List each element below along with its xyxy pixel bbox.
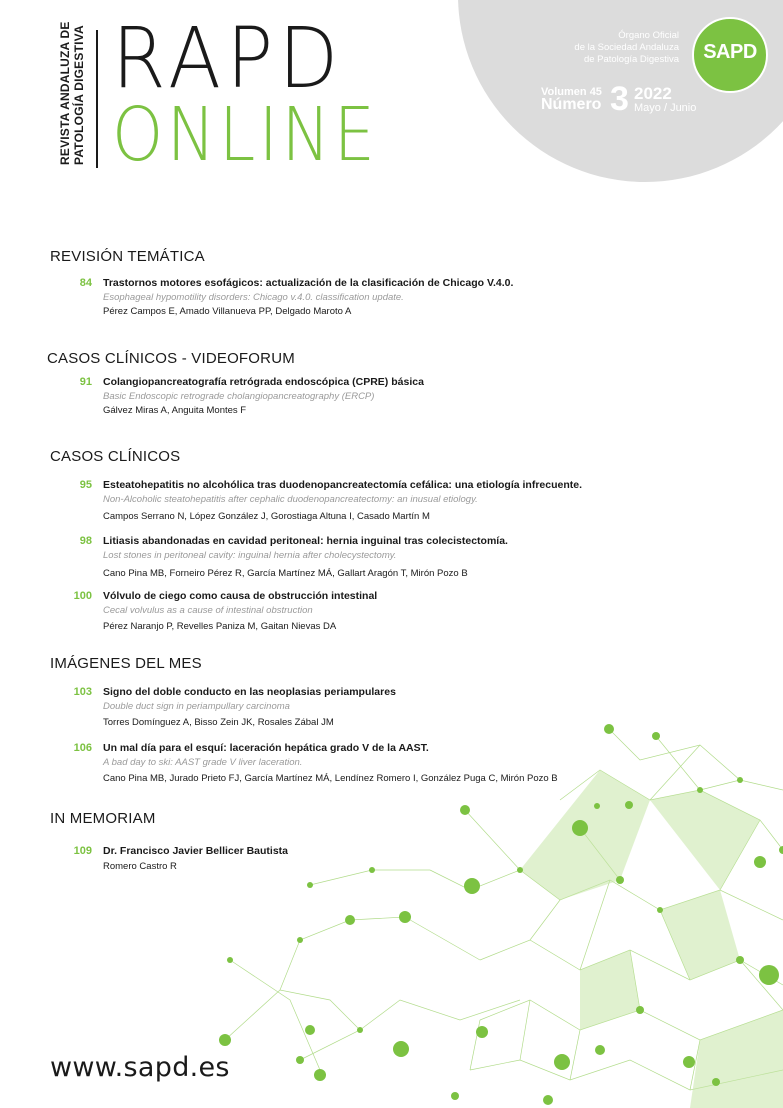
- entry-title: Trastornos motores esofágicos: actualización de la clasificación de Chicago V.4.0.: [103, 277, 514, 289]
- entry-title: Dr. Francisco Javier Bellicer Bautista: [103, 845, 289, 857]
- vertical-journal-title: [58, 0, 86, 165]
- entry-authors: Gálvez Miras A, Anguita Montes F: [103, 405, 247, 416]
- vertical-title-line-1: REVISTA ANDALUZA DE: [58, 21, 72, 165]
- entry-page: 84: [79, 277, 92, 289]
- entry-page: 98: [79, 535, 92, 547]
- organo-line-1: Órgano Oficial: [618, 30, 679, 41]
- section-title-casos: CASOS CLÍNICOS: [50, 448, 181, 465]
- entry-subtitle: Basic Endoscopic retrograde cholangiopancreatography (ERCP): [103, 391, 375, 402]
- entry-page: 103: [73, 686, 92, 698]
- entry-page: 95: [79, 479, 92, 491]
- entry-page: 109: [73, 845, 92, 857]
- entry-subtitle: Esophageal hypomotility disorders: Chicago v.4.0. classification update.: [103, 292, 404, 303]
- entry-authors: Campos Serrano N, López González J, Gorostiaga Altuna I, Casado Martín M: [103, 511, 430, 522]
- entry-authors: Cano Pina MB, Forneiro Pérez R, García Martínez MÁ, Gallart Aragón T, Mirón Pozo B: [103, 568, 468, 579]
- entry-subtitle: Non-Alcoholic steatohepatitis after cephalic duodenopancreatectomy: an inusual etiology.: [103, 494, 478, 505]
- section-title-videoforum: CASOS CLÍNICOS - VIDEOFORUM: [47, 350, 295, 367]
- entry-authors: Torres Domínguez A, Bisso Zein JK, Rosales Zábal JM: [103, 717, 334, 728]
- organo-oficial: [479, 30, 679, 66]
- entry-title: Esteatohepatitis no alcohólica tras duodenopancreatectomía cefálica: una etiología infrecuente.: [103, 479, 583, 491]
- entry-title: Un mal día para el esquí: laceración hepática grado V de la AAST.: [103, 742, 429, 754]
- entry-title: Colangiopancreatografía retrógrada endoscópica (CPRE) básica: [103, 376, 424, 388]
- entry-subtitle: Lost stones in peritoneal cavity: inguinal hernia after cholecystectomy.: [103, 550, 397, 561]
- entry-subtitle: Cecal volvulus as a cause of intestinal obstruction: [103, 605, 313, 616]
- numero-label: Número: [541, 96, 602, 113]
- issue-year: 2022: [634, 84, 672, 103]
- entry-authors: Pérez Naranjo P, Revelles Paniza M, Gaitan Nievas DA: [103, 621, 337, 632]
- issue-months: Mayo / Junio: [634, 102, 697, 114]
- logo-online: ONLINE: [112, 92, 379, 178]
- entry-page: 100: [73, 590, 92, 602]
- entry-title: Vólvulo de ciego como causa de obstrucción intestinal: [103, 590, 378, 602]
- vertical-title-line-2: PATOLOGÍA DIGESTIVA: [72, 25, 86, 165]
- organo-line-3: de Patología Digestiva: [583, 54, 679, 65]
- entry-page: 91: [79, 376, 92, 388]
- entry-title: Signo del doble conducto en las neoplasias periampulares: [103, 686, 396, 698]
- entry-authors: Romero Castro R: [103, 861, 177, 872]
- sapd-seal: [692, 17, 768, 93]
- logo-rapd: RAPD: [112, 9, 344, 107]
- entry-page: 106: [73, 742, 92, 754]
- entry-authors: Pérez Campos E, Amado Villanueva PP, Delgado Maroto A: [103, 306, 352, 317]
- entry-subtitle: A bad day to ski: AAST grade V liver laceration.: [103, 757, 303, 768]
- volume-label: Volumen 45: [541, 86, 602, 98]
- title-divider: [96, 30, 98, 168]
- entry-title: Litiasis abandonadas en cavidad peritoneal: hernia inguinal tras colecistectomía.: [103, 535, 508, 547]
- website-link[interactable]: www.sapd.es: [50, 1052, 230, 1083]
- issue-number: 3: [610, 80, 629, 118]
- section-title-imagenes: IMÁGENES DEL MES: [50, 655, 202, 672]
- section-title-revision: REVISIÓN TEMÁTICA: [50, 248, 205, 265]
- organo-line-2: de la Sociedad Andaluza: [574, 42, 679, 53]
- section-title-memoriam: IN MEMORIAM: [50, 810, 156, 827]
- entry-subtitle: Double duct sign in periampullary carcinoma: [103, 701, 290, 712]
- sapd-seal-text: SAPD: [703, 41, 757, 63]
- entry-authors: Cano Pina MB, Jurado Prieto FJ, García Martínez MÁ, Lendínez Romero I, González Puga C, Mirón Pozo B: [103, 773, 558, 784]
